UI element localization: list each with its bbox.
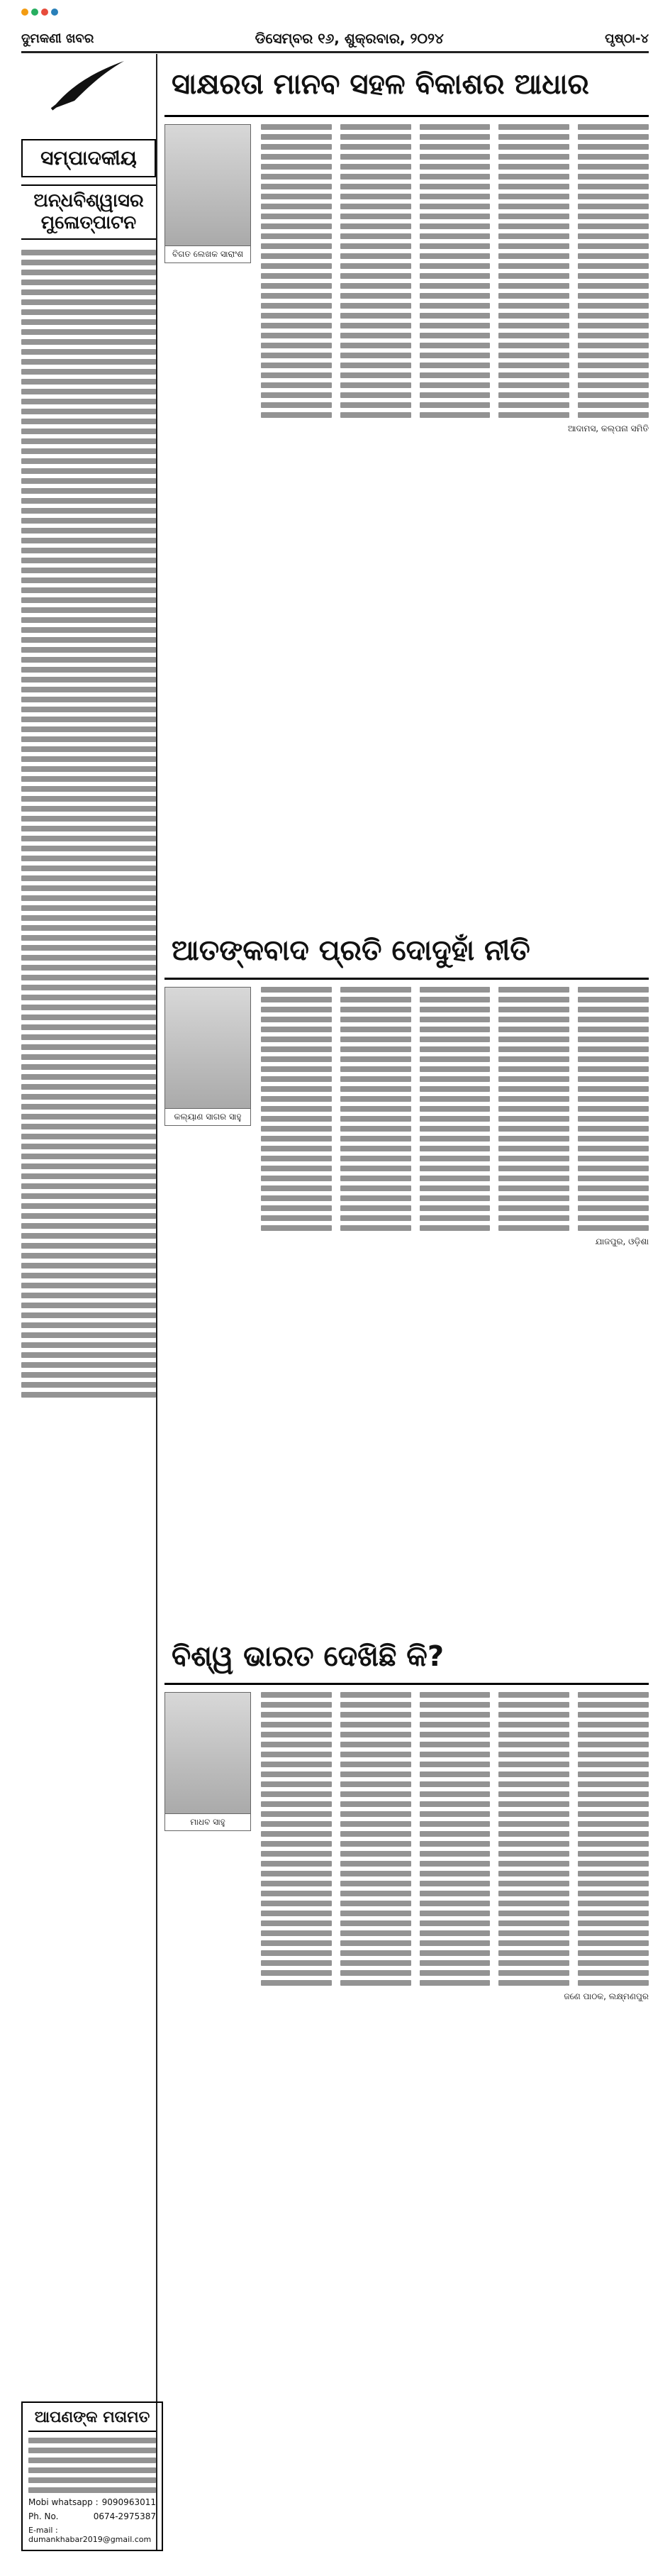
article-3-photo-box — [164, 1692, 251, 1831]
contact-phone-label: Ph. No. — [28, 2511, 59, 2521]
dot-green — [31, 9, 38, 16]
notice-body — [28, 2438, 156, 2493]
issue-date: ଡିସେମ୍ବର ୧୬, ଶୁକ୍ରବାର, ୨୦୨୪ — [255, 30, 444, 47]
article-2-signature: ଯାଜପୁର, ଓଡ଼ିଶା — [595, 1237, 649, 1246]
author-name: କଲ୍ୟାଣ ସାଗର ସାହୁ — [165, 1108, 250, 1125]
article-2-photo-box — [164, 987, 251, 1126]
paper-name: ଦୁମକଣୀ ଖବର — [21, 31, 94, 46]
editorial-section-title: ସମ୍ପାଦକୀୟ — [21, 139, 156, 177]
author-photo — [165, 125, 250, 245]
contact-phone-row — [28, 2511, 156, 2521]
article-3-title: ବିଶ୍ୱ ଭାରତ ଦେଖିଛି କି? — [164, 1630, 649, 1685]
main-content — [164, 54, 649, 2551]
contact-phone: 0674-2975387 — [93, 2511, 156, 2521]
contact-email: E-mail : dumankhabar2019@gmail.com — [28, 2526, 152, 2544]
article-1-photo-box — [164, 124, 251, 263]
contact-mobile: 9090963011 — [101, 2497, 156, 2507]
article-1-columns — [261, 124, 649, 418]
masthead — [21, 26, 649, 53]
article-1-signature: ଆଦାମସ, କଲ୍ପନା ସମିତି — [567, 424, 649, 433]
contact-mobile-row — [28, 2497, 156, 2507]
dot-blue — [51, 9, 58, 16]
article-2 — [164, 924, 649, 1619]
page-number: ପୃଷ୍ଠା-୪ — [605, 31, 649, 46]
dot-red — [41, 9, 48, 16]
article-3-signature: ଜଣେ ପାଠକ, ଲକ୍ଷ୍ମଣପୁର — [564, 1991, 649, 2001]
article-2-title: ଆତଙ୍କବାଦ ପ୍ରତି ଦୋଦୁହାଁ ନୀତି — [164, 924, 649, 980]
article-2-columns — [261, 987, 649, 1231]
contact-mobile-label: Mobi whatsapp : — [28, 2497, 99, 2507]
author-photo — [165, 1693, 250, 1813]
article-1 — [164, 54, 649, 912]
author-name: ବିଗତ ଲେଖକ ସାରାଂଶ — [165, 245, 250, 262]
author-photo — [165, 988, 250, 1108]
quill-icon — [46, 54, 131, 118]
article-1-title: ସାକ୍ଷରତା ମାନବ ସହଳ ବିକାଶର ଆଧାର — [164, 54, 649, 117]
editorial-body — [21, 250, 156, 1398]
author-name: ମାଧବ ସାହୁ — [165, 1813, 250, 1830]
notice-title: ଆପଣଙ୍କ ମତାମତ — [28, 2409, 156, 2432]
dot-orange — [21, 9, 28, 16]
article-3 — [164, 1630, 649, 2489]
article-3-columns — [261, 1692, 649, 1986]
editorial-title: ଅନ୍ଧବିଶ୍ୱାସର ମୁଳୋତ୍ପାଟନ — [21, 184, 156, 240]
contact-box — [21, 2401, 163, 2551]
color-dots — [21, 4, 649, 20]
left-column — [21, 54, 157, 2551]
